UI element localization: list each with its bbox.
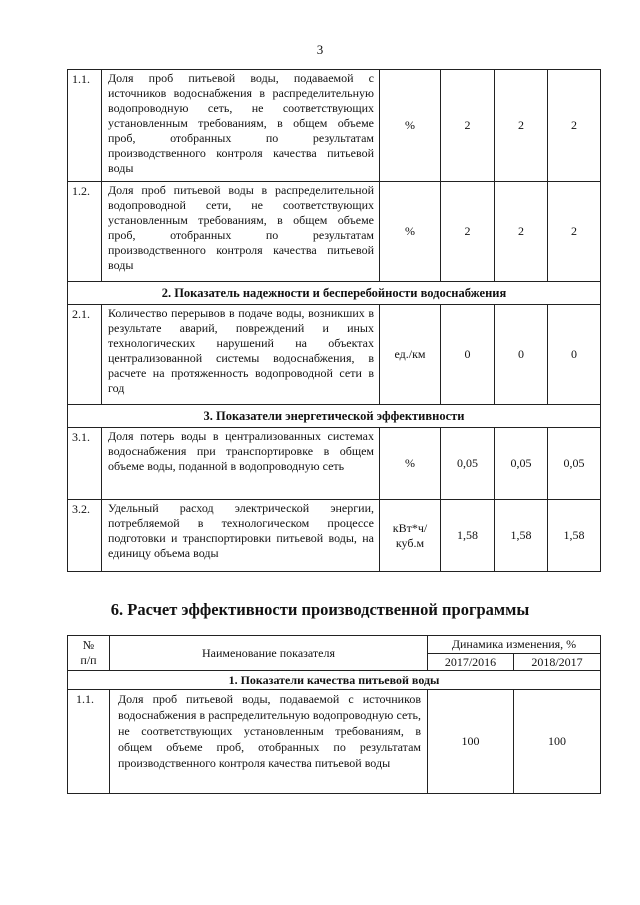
table-row bbox=[68, 690, 601, 794]
unit-line: кВт*ч/ bbox=[392, 520, 428, 535]
unit-line: куб.м bbox=[395, 535, 425, 550]
table-row bbox=[68, 70, 601, 182]
unit-cell bbox=[380, 500, 441, 572]
table-row bbox=[68, 428, 601, 500]
row-number: 3.2. bbox=[68, 500, 102, 572]
page-number: 3 bbox=[316, 42, 324, 57]
header-row bbox=[68, 636, 601, 654]
table-row bbox=[68, 182, 601, 282]
unit-cell: % bbox=[380, 182, 441, 282]
section-title: 1. Показатели качества питьевой воды bbox=[68, 671, 601, 690]
row-number: 1.1. bbox=[68, 70, 102, 182]
table-row bbox=[68, 305, 601, 405]
value-cell: 100 bbox=[428, 690, 514, 794]
value-cell: 2 bbox=[441, 182, 495, 282]
value-cell: 2 bbox=[548, 182, 601, 282]
unit-cell: % bbox=[380, 70, 441, 182]
section-title: 2. Показатель надежности и бесперебойности водоснабжения bbox=[68, 282, 601, 305]
year-header: 2018/2017 bbox=[514, 654, 601, 671]
value-cell: 1,58 bbox=[441, 500, 495, 572]
value-cell: 2 bbox=[495, 182, 548, 282]
value-cell: 0,05 bbox=[548, 428, 601, 500]
indicator-description: Доля проб питьевой воды, подаваемой с источников водоснабжения в распределительную водопроводную сеть, не соответствующих установленным требованиям, в общем объеме проб, отобранных по результатам производственного контроля качества питьевой воды bbox=[110, 690, 428, 794]
row-number: 2.1. bbox=[68, 305, 102, 405]
value-cell: 0 bbox=[548, 305, 601, 405]
year-header: 2017/2016 bbox=[428, 654, 514, 671]
num-header bbox=[68, 636, 110, 671]
section-row bbox=[68, 405, 601, 428]
value-cell: 100 bbox=[514, 690, 601, 794]
name-header: Наименование показателя bbox=[110, 636, 428, 671]
value-cell: 0,05 bbox=[495, 428, 548, 500]
value-cell: 0,05 bbox=[441, 428, 495, 500]
indicator-description: Количество перерывов в подаче воды, возникших в результате аварий, повреждений и иных технологических нарушений на объектах централизованной системы водоснабжения, в расчете на протяженность водопроводной сети в год bbox=[102, 305, 380, 405]
efficiency-table bbox=[67, 635, 601, 794]
value-cell: 2 bbox=[495, 70, 548, 182]
indicator-description: Доля проб питьевой воды, подаваемой с источников водоснабжения в распределительную водопроводную сеть, не соответствующих установленным требованиям, в общем объеме проб, отобранных по результатам производственного контроля качества питьевой воды bbox=[102, 70, 380, 182]
unit-cell: % bbox=[380, 428, 441, 500]
row-number: 1.2. bbox=[68, 182, 102, 282]
unit-cell: ед./км bbox=[380, 305, 441, 405]
value-cell: 2 bbox=[548, 70, 601, 182]
row-number: 3.1. bbox=[68, 428, 102, 500]
value-cell: 1,58 bbox=[495, 500, 548, 572]
dynamics-header: Динамика изменения, % bbox=[428, 636, 601, 654]
num-header-line: п/п bbox=[80, 653, 97, 667]
section-row bbox=[68, 671, 601, 690]
value-cell: 2 bbox=[441, 70, 495, 182]
section-row bbox=[68, 282, 601, 305]
value-cell: 1,58 bbox=[548, 500, 601, 572]
section-heading: 6. Расчет эффективности производственной программы bbox=[110, 600, 530, 619]
row-number: 1.1. bbox=[68, 690, 110, 794]
indicator-description: Доля потерь воды в централизованных системах водоснабжения при транспортировке в общем объеме воды, поданной в водопроводную сеть bbox=[102, 428, 380, 500]
section-title: 3. Показатели энергетической эффективности bbox=[68, 405, 601, 428]
value-cell: 0 bbox=[441, 305, 495, 405]
indicator-description: Доля проб питьевой воды в распределительной водопроводной сети, не соответствующих установленным требованиям, в общем объеме проб, отобранных по результатам производственного контроля качества питьевой воды bbox=[102, 182, 380, 282]
indicator-description: Удельный расход электрической энергии, потребляемой в технологическом процессе подготовки и транспортировки питьевой воды, на единицу объема воды bbox=[102, 500, 380, 572]
table-row bbox=[68, 500, 601, 572]
indicators-table bbox=[67, 69, 601, 572]
value-cell: 0 bbox=[495, 305, 548, 405]
num-header-line: № bbox=[82, 638, 95, 652]
